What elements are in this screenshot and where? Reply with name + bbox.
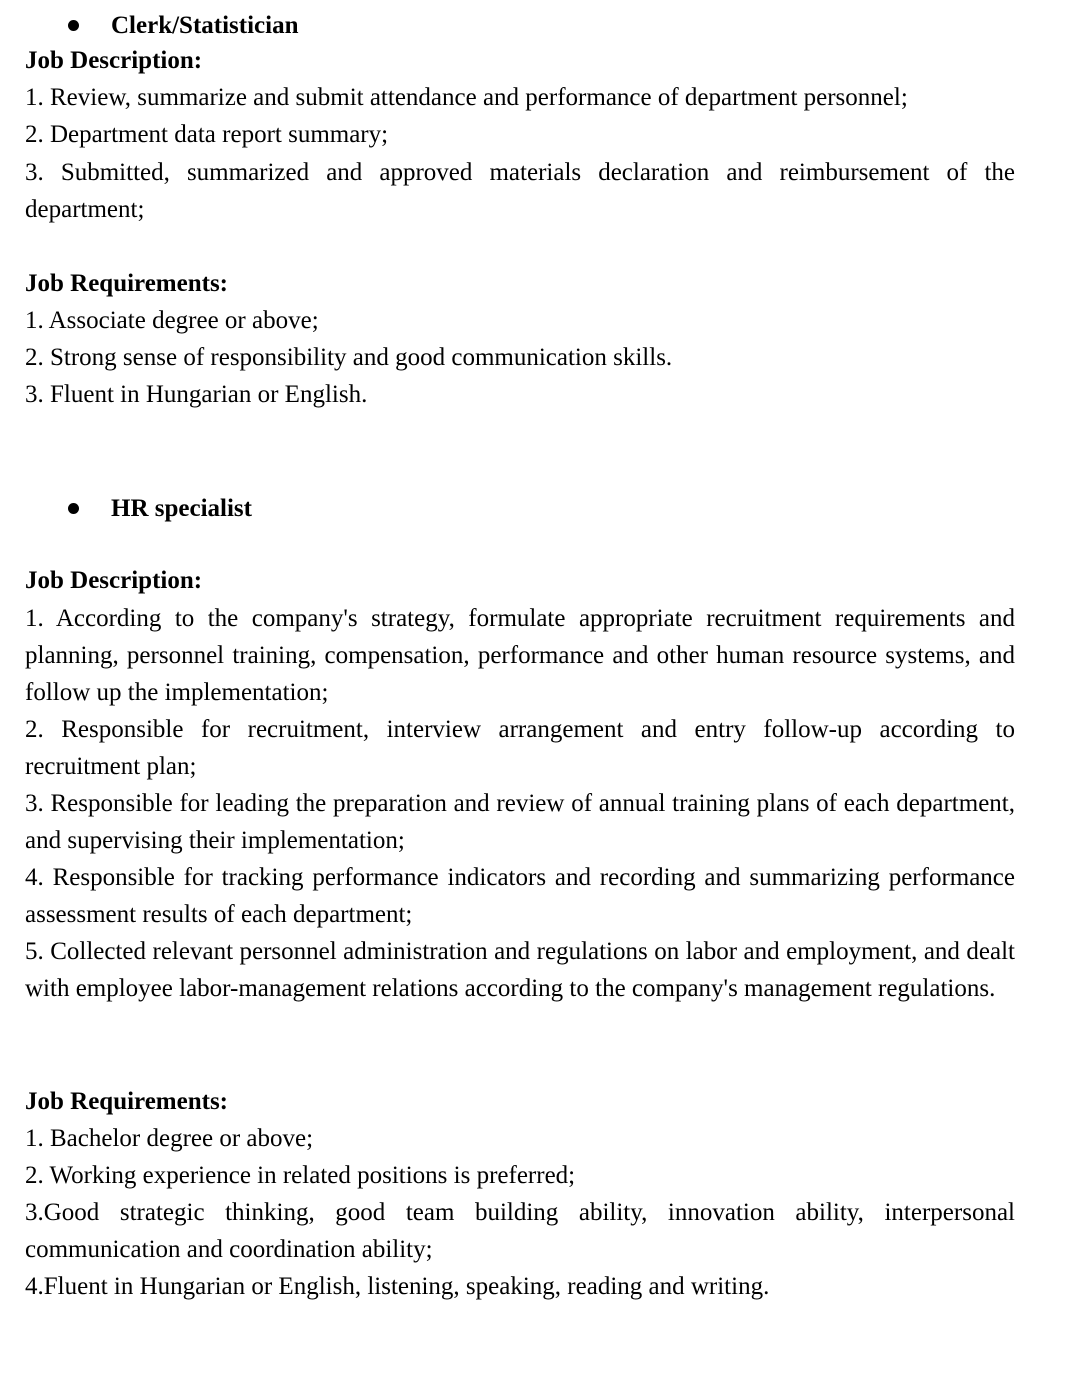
- requirement-item: 3. Fluent in Hungarian or English.: [25, 381, 368, 408]
- requirement-item: 3.Good strategic thinking, good team building ability, innovation ability, interpersonal communication and coordination ability;: [25, 1199, 1015, 1263]
- job-title-clerk-statistician: [0, 6, 1080, 46]
- description-item: 4. Responsible for tracking performance indicators and recording and summarizing performance assessment results of each department;: [25, 864, 1015, 928]
- requirement-item: 1. Associate degree or above;: [25, 307, 319, 334]
- job-requirements-label: Job Requirements:: [25, 270, 229, 297]
- job-title-text: Clerk/Statistician: [111, 12, 299, 39]
- requirement-item: 2. Working experience in related positions is preferred;: [25, 1162, 576, 1189]
- bullet-icon: [68, 20, 79, 31]
- bullet-icon: [68, 503, 79, 514]
- job-title-hr-specialist: [0, 489, 1080, 529]
- job-title-text: HR specialist: [111, 495, 252, 522]
- description-item: 1. Review, summarize and submit attendance and performance of department personnel;: [25, 84, 908, 111]
- description-item: 5. Collected relevant personnel administration and regulations on labor and employment, and dealt with employee labor-management relations according to the company's management regulations.: [25, 938, 1015, 1002]
- description-item: 2. Responsible for recruitment, interview arrangement and entry follow-up according to recruitment plan;: [25, 716, 1015, 780]
- description-item: 3. Submitted, summarized and approved materials declaration and reimbursement of the department;: [25, 159, 1015, 223]
- description-item: 3. Responsible for leading the preparation and review of annual training plans of each department, and supervising their implementation;: [25, 790, 1015, 854]
- requirement-item: 1. Bachelor degree or above;: [25, 1125, 314, 1152]
- job-requirements-label: Job Requirements:: [25, 1088, 229, 1115]
- job-description-label: Job Description:: [25, 47, 203, 74]
- description-item: 1. According to the company's strategy, formulate appropriate recruitment requirements and planning, personnel training, compensation, performance and other human resource systems, and follow up the implementation;: [25, 605, 1015, 706]
- description-item: 2. Department data report summary;: [25, 121, 389, 148]
- requirement-item: 4.Fluent in Hungarian or English, listening, speaking, reading and writing.: [25, 1273, 770, 1300]
- requirement-item: 2. Strong sense of responsibility and good communication skills.: [25, 344, 673, 371]
- job-description-label: Job Description:: [25, 567, 203, 594]
